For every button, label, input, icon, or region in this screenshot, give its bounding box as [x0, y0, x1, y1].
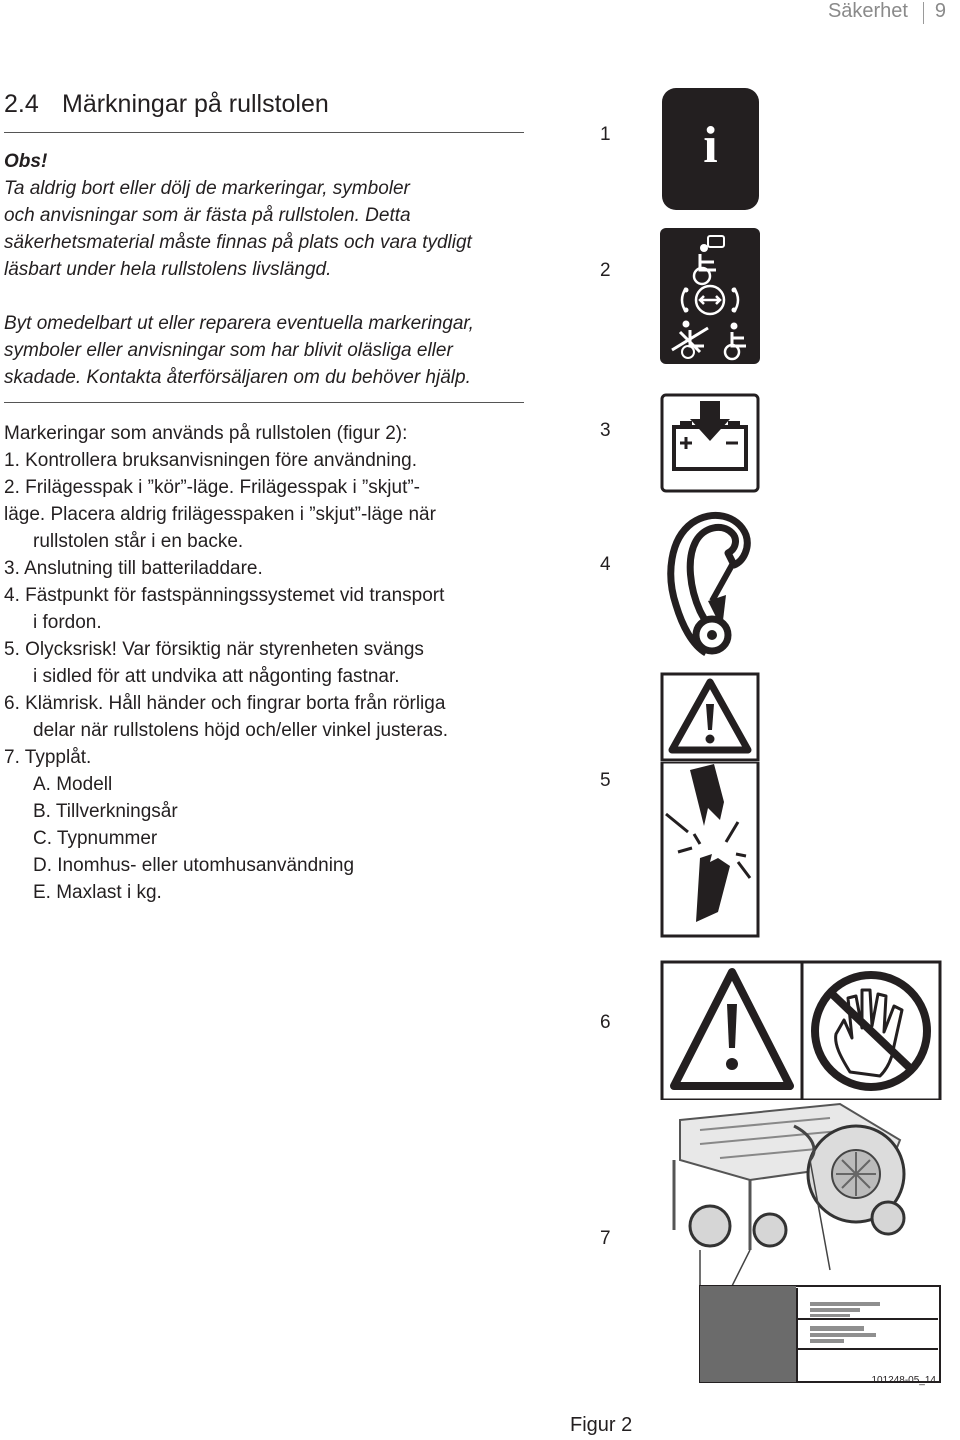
figure-label-6: 6	[600, 1012, 611, 1033]
figure-label-7: 7	[600, 1228, 611, 1249]
figure-label-2: 2	[600, 260, 611, 281]
list-item: 3. Anslutning till batteriladdare.	[4, 558, 263, 579]
note-block-2	[4, 310, 534, 391]
note-line: symboler eller anvisningar som har blivit oläsliga eller	[4, 340, 453, 361]
list-item: C. Typnummer	[33, 828, 158, 849]
note-line: säkerhetsmaterial måste finnas på plats och vara tydligt	[4, 232, 472, 253]
rule-top	[4, 132, 524, 133]
list-item: 4. Fästpunkt för fastspänningssystemet vid transport	[4, 585, 445, 606]
list-item: 1. Kontrollera bruksanvisningen före användning.	[4, 450, 417, 471]
list-item: i sidled för att undvika att någonting fastnar.	[33, 666, 400, 687]
list-item: rullstolen står i en backe.	[33, 531, 244, 552]
note-line: Ta aldrig bort eller dölj de markeringar, symboler	[4, 178, 410, 199]
section-heading	[4, 90, 329, 119]
info-icon	[662, 88, 759, 210]
list-item: delar när rullstolens höjd och/eller vinkel justeras.	[33, 720, 449, 741]
figure-label-1: 1	[600, 124, 611, 145]
list-item: 5. Olycksrisk! Var försiktig när styrenheten svängs	[4, 639, 424, 660]
battery-charger-icon	[660, 393, 760, 493]
list-item: 7. Typplåt.	[4, 747, 92, 768]
note-line: Byt omedelbart ut eller reparera eventuella markeringar,	[4, 313, 474, 334]
figure-label-3: 3	[600, 420, 611, 441]
warning-triangle-icon	[660, 672, 760, 762]
list-item: 2. Frilägesspak i ”kör”-läge. Frilägesspak i ”skjut”-	[4, 477, 421, 498]
header-divider	[923, 2, 924, 24]
list-item: i fordon.	[33, 612, 102, 633]
marking-list	[4, 420, 544, 906]
note-block	[4, 148, 534, 283]
note-line: och anvisningar som är fästa på rullstolen. Detta	[4, 205, 411, 226]
section-title: Säkerhet	[827, 0, 908, 22]
list-intro: Markeringar som används på rullstolen (figur 2):	[4, 423, 408, 444]
type-plate-icon	[660, 1100, 942, 1390]
figure-label-4: 4	[600, 554, 611, 575]
note-label: Obs!	[4, 151, 48, 172]
heading-number: 2.4	[4, 90, 39, 118]
freewheel-lever-icon	[660, 228, 760, 364]
list-item: B. Tillverkningsår	[33, 801, 178, 822]
list-item: D. Inomhus- eller utomhusanvändning	[33, 855, 355, 876]
list-item: E. Maxlast i kg.	[33, 882, 162, 903]
rule-bottom	[4, 402, 524, 403]
heading-title: Märkningar på rullstolen	[62, 90, 329, 118]
list-item: A. Modell	[33, 774, 113, 795]
note-line: skadade. Kontakta återförsäljaren om du behöver hjälp.	[4, 367, 471, 388]
tie-down-hook-icon	[652, 505, 762, 665]
figure-caption: Figur 2	[570, 1414, 633, 1436]
plate-code: 101248-05_14	[871, 1375, 936, 1386]
figure-label-5: 5	[600, 770, 611, 791]
note-line: läsbart under hela rullstolens livslängd.	[4, 259, 332, 280]
crush-hazard-icon	[660, 762, 760, 938]
list-item: läge. Placera aldrig frilägesspaken i ”skjut”-läge när	[4, 504, 436, 525]
list-item: 6. Klämrisk. Håll händer och fingrar borta från rörliga	[4, 693, 446, 714]
info-symbol: i	[703, 117, 718, 174]
no-hands-icon	[800, 960, 942, 1102]
page-number: 9	[934, 0, 946, 22]
